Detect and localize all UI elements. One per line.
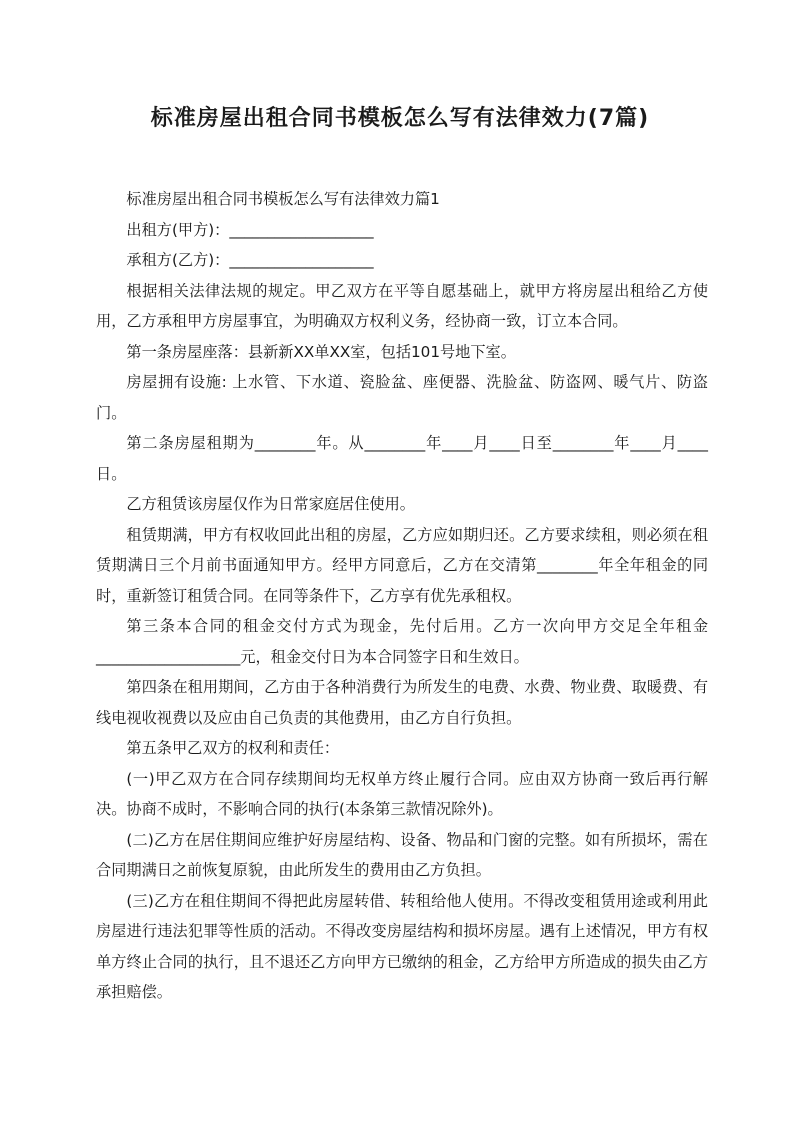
contract-paragraph: (三)乙方在租住期间不得把此房屋转借、转租给他人使用。不得改变租赁用途或利用此房屋进行违法犯罪等性质的活动。不得改变房屋结构和损坏房屋。遇有上述情况，甲方有权单方终止合同的执行，且不退还乙方向甲方已缴纳的租金，乙方给甲方所造成的损失由乙方承担赔偿。 (96, 891, 708, 1001)
contract-paragraph: (一)甲乙双方在合同存续期间均无权单方终止履行合同。应由双方协商一致后再行解决。协商不成时，不影响合同的执行(本条第三款情况除外)。 (96, 769, 708, 818)
contract-paragraph: 第五条甲乙双方的权利和责任： (126, 739, 340, 757)
lessee-field: 承租方(乙方)：___________________ (126, 251, 374, 269)
contract-paragraph: 第二条房屋租期为________年。从________年____月____日至________年____月____日。 (96, 434, 708, 483)
lessor-field: 出租方(甲方)：___________________ (126, 220, 374, 239)
contract-paragraph: 租赁期满，甲方有权收回此出租的房屋，乙方应如期归还。乙方要求续租，则必须在租赁期满日三个月前书面通知甲方。经甲方同意后，乙方在交清第________年全年租金的同时，重新签订租赁合同。在同等条件下，乙方享有优先承租权。 (96, 525, 708, 605)
document-body (96, 184, 708, 1008)
contract-paragraph: (二)乙方在居住期间应维护好房屋结构、设备、物品和门窗的完整。如有所损坏，需在合同期满日之前恢复原貌，由此所发生的费用由乙方负担。 (96, 830, 708, 879)
section-heading: 标准房屋出租合同书模板怎么写有法律效力篇1 (126, 190, 440, 208)
contract-paragraph: 第一条房屋座落：县新新XX单XX室，包括101号地下室。 (126, 342, 516, 361)
contract-paragraph: 第三条本合同的租金交付方式为现金，先付后用。乙方一次向甲方交足全年租金___________________元，租金交付日为本合同签字日和生效日。 (96, 617, 708, 666)
contract-paragraph: 第四条在租用期间，乙方由于各种消费行为所发生的电费、水费、物业费、取暖费、有线电视收视费以及应由自己负责的其他费用，由乙方自行负担。 (96, 678, 708, 727)
document-title: 标准房屋出租合同书模板怎么写有法律效力(7篇) (150, 106, 650, 131)
contract-paragraph: 房屋拥有设施: 上水管、下水道、瓷脸盆、座便器、洗脸盆、防盗网、暖气片、防盗门。 (96, 373, 708, 422)
contract-paragraph: 根据相关法律法规的规定。甲乙双方在平等自愿基础上，就甲方将房屋出租给乙方使用，乙方承租甲方房屋事宜，为明确双方权利义务，经协商一致，订立本合同。 (96, 281, 708, 330)
contract-paragraph: 乙方租赁该房屋仅作为日常家庭居住使用。 (126, 495, 415, 513)
